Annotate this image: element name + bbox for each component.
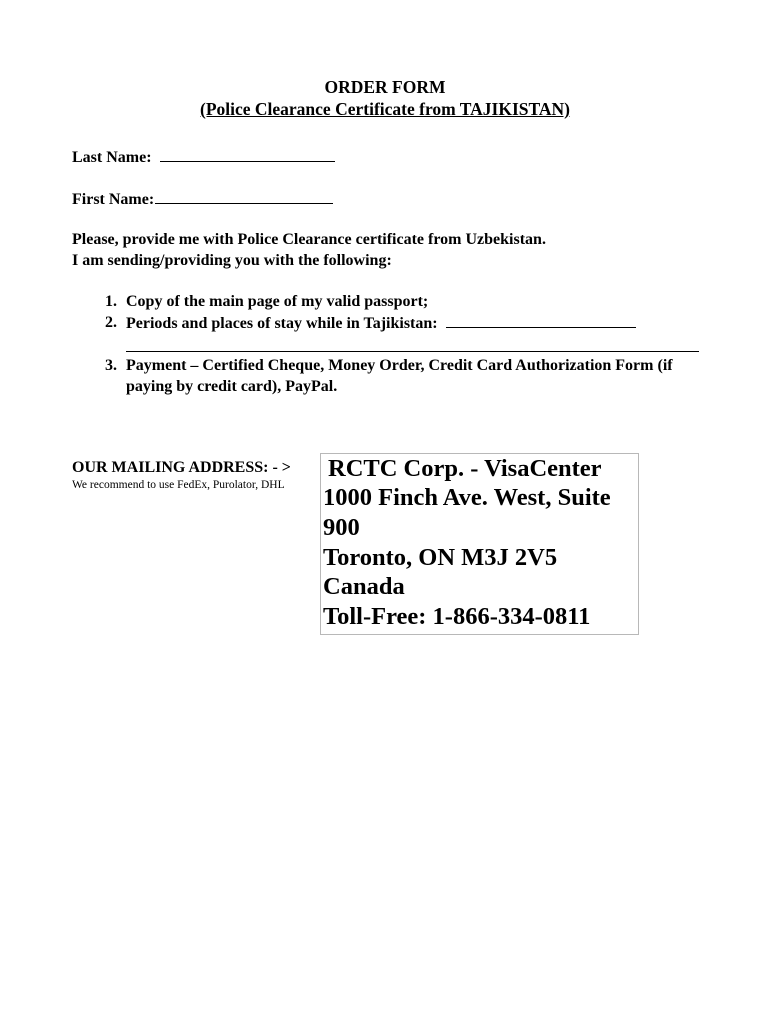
mailing-address-box <box>320 453 639 635</box>
periods-field-continued[interactable] <box>126 336 699 352</box>
courier-recommendation: We recommend to use FedEx, Purolator, DHL <box>72 479 285 491</box>
list-item-text: Periods and places of stay while in Tajikistan: <box>126 315 438 332</box>
list-item-number: 3. <box>105 357 117 374</box>
list-item-text: Payment – Certified Cheque, Money Order, Credit Card Authorization Form (if paying by credit card), PayPal. <box>126 357 673 395</box>
periods-field-row-2 <box>126 334 712 355</box>
first-name-field[interactable] <box>155 188 333 204</box>
periods-field[interactable] <box>446 312 636 328</box>
list-item-number: 1. <box>105 293 117 310</box>
list-item-number: 2. <box>105 314 117 331</box>
items-list <box>72 291 712 397</box>
form-subtitle: (Police Clearance Certificate from TAJIKISTAN) <box>200 99 570 119</box>
address-street: 1000 Finch Ave. West, Suite <box>323 484 611 511</box>
address-company: RCTC Corp. - VisaCenter <box>328 455 602 482</box>
address-city: Toronto, ON M3J 2V5 <box>323 544 558 571</box>
list-item <box>72 291 712 312</box>
list-item <box>72 355 712 397</box>
request-line-2: I am sending/providing you with the following: <box>72 252 392 269</box>
mailing-address-label: OUR MAILING ADDRESS: - > <box>72 459 291 476</box>
last-name-row <box>72 146 335 168</box>
first-name-row <box>72 188 333 210</box>
address-suite: 900 <box>323 514 360 541</box>
address-country: Canada <box>323 573 405 600</box>
form-title: ORDER FORM <box>324 77 446 97</box>
request-line-1: Please, provide me with Police Clearance certificate from Uzbekistan. <box>72 231 546 248</box>
last-name-field[interactable] <box>160 146 335 162</box>
first-name-label: First Name: <box>72 191 155 208</box>
last-name-label: Last Name: <box>72 149 152 166</box>
address-phone: Toll-Free: 1-866-334-0811 <box>323 603 591 630</box>
list-item-text: Copy of the main page of my valid passport; <box>126 293 429 310</box>
list-item <box>72 312 712 355</box>
list-item-content <box>117 312 712 355</box>
